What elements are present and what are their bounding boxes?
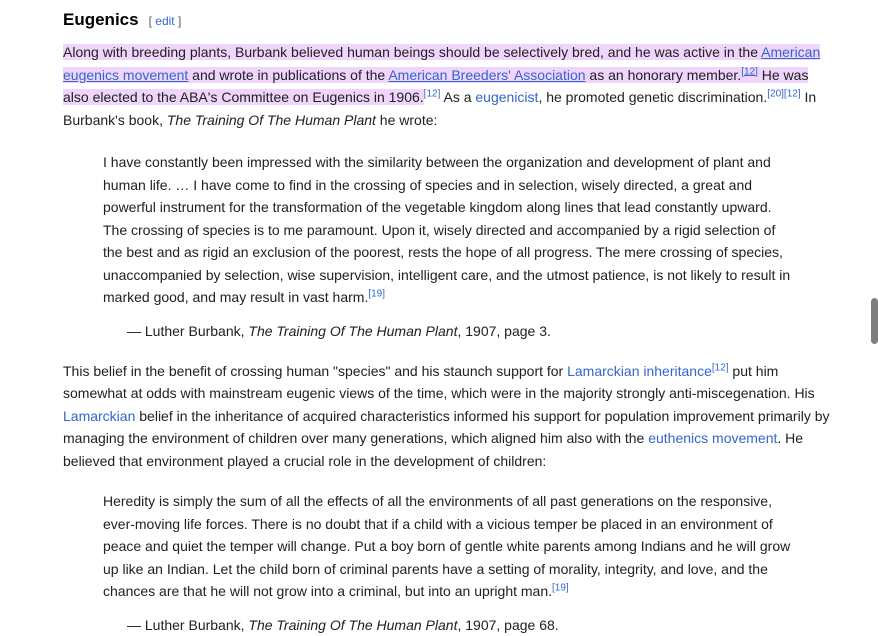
paragraph-2 xyxy=(63,360,833,473)
blockquote-2 xyxy=(63,490,793,636)
reference-20 xyxy=(767,88,784,99)
para2-text-2: put him somewhat at odds with mainstream eugenic views of the time, which were in the majority strongly anti-miscegenation. His xyxy=(63,362,815,401)
quote2-body xyxy=(103,490,793,603)
ref-link-19b[interactable]: [19] xyxy=(552,582,569,594)
quote1-citation xyxy=(103,320,793,342)
article-content xyxy=(63,0,833,636)
ref-link-20[interactable]: [20] xyxy=(767,88,784,100)
scrollbar-thumb[interactable] xyxy=(871,298,878,344)
para1-text-3: as an honorary member. xyxy=(585,66,742,83)
para2-text-3: belief in the inheritance of acquired characteristics informed his support for population improvement primarily by managing the environment of children over many generations, which aligned him also with the xyxy=(63,407,830,446)
para1-text-5: As a xyxy=(440,89,476,105)
para1-text-2: and wrote in publications of the xyxy=(188,66,389,83)
link-american-breeders-association[interactable]: American Breeders' Association xyxy=(388,66,586,83)
edit-section-link[interactable]: edit xyxy=(155,14,175,28)
quote2-cite-book: The Training Of The Human Plant xyxy=(248,616,458,633)
book-title: The Training Of The Human Plant xyxy=(166,111,376,128)
edit-bracket-open: [ xyxy=(148,14,152,28)
para1-text-8: he wrote: xyxy=(375,111,438,128)
section-heading xyxy=(63,9,833,32)
quote1-cite-book: The Training Of The Human Plant xyxy=(248,322,458,339)
ref-link-12b[interactable]: [12] xyxy=(423,88,441,100)
reference-12-b xyxy=(424,88,441,99)
para1-text-7: In Burbank's book, xyxy=(63,89,817,128)
section-title: Eugenics xyxy=(63,10,139,29)
para1-text-4: He was also elected to the ABA's Committee on Eugenics in 1906. xyxy=(63,66,809,105)
quote1-body xyxy=(103,151,793,309)
ref-link-12c[interactable]: [12] xyxy=(783,88,801,100)
para2-text-4: . He believed that environment played a crucial role in the development of children: xyxy=(63,430,804,469)
link-american-eugenics-movement[interactable]: American eugenics movement xyxy=(63,44,821,83)
quote1-cite-suffix: , 1907, page 3. xyxy=(457,322,551,339)
blockquote-1 xyxy=(63,151,793,342)
link-euthenics-movement[interactable]: euthenics movement xyxy=(648,430,778,446)
reference-12 xyxy=(741,66,758,77)
para1-text-1: Along with breeding plants, Burbank believed human beings should be selectively bred, and he was active in the xyxy=(63,44,762,60)
link-lamarckian[interactable]: Lamarckian xyxy=(63,407,136,424)
quote1-text: I have constantly been impressed with the similarity between the organization and development of plant and human life. … I have come to find in the crossing of species and in selection, wisely directed, a great and powerful instrument for the transformation of the vegetable kingdom along lines that lead constantly upward. The crossing of species is to me paramount. Upon it, wisely directed and accompanied by a rigid selection of the best and as rigid an exclusion of the poorest, rests the hope of all progress. The mere crossing of species, unaccompanied by selection, wise supervision, intelligent care, and the utmost patience, is not likely to result in marked good, and may result in vast harm. xyxy=(103,154,791,305)
reference-12-c xyxy=(784,88,801,99)
ref-link-12a[interactable]: [12] xyxy=(741,65,758,77)
ref-link-12d[interactable]: [12] xyxy=(711,361,729,373)
reference-19 xyxy=(368,288,385,299)
para2-text-1: This belief in the benefit of crossing human "species" and his staunch support for xyxy=(63,362,568,379)
quote1-cite-prefix: — Luther Burbank, xyxy=(127,322,249,339)
paragraph-1 xyxy=(63,41,833,131)
quote2-citation xyxy=(103,614,793,636)
link-lamarckian-inheritance[interactable]: Lamarckian inheritance xyxy=(567,362,712,379)
reference-19-b xyxy=(552,582,569,593)
link-eugenicist[interactable]: eugenicist xyxy=(475,89,539,105)
quote2-cite-prefix: — Luther Burbank, xyxy=(127,616,249,633)
quote2-text: Heredity is simply the sum of all the effects of all the environments of all past generations on the responsive, ever-moving life forces. There is no doubt that if a child with a vicious temper be placed in an environment of peace and quiet the temper will change. Put a boy born of gentle white parents among Indians and he will grow up like an Indian. Let the child born of criminal parents have a setting of morality, integrity, and love, and the chances are that he will not grow into a criminal, but into an upright man. xyxy=(103,493,791,599)
edit-bracket-close: ] xyxy=(177,14,182,28)
ref-link-19a[interactable]: [19] xyxy=(368,288,386,300)
quote2-cite-suffix: , 1907, page 68. xyxy=(457,616,559,633)
para1-text-6: , he promoted genetic discrimination. xyxy=(538,89,768,105)
edit-section xyxy=(149,14,182,28)
reference-12-d xyxy=(712,362,729,373)
